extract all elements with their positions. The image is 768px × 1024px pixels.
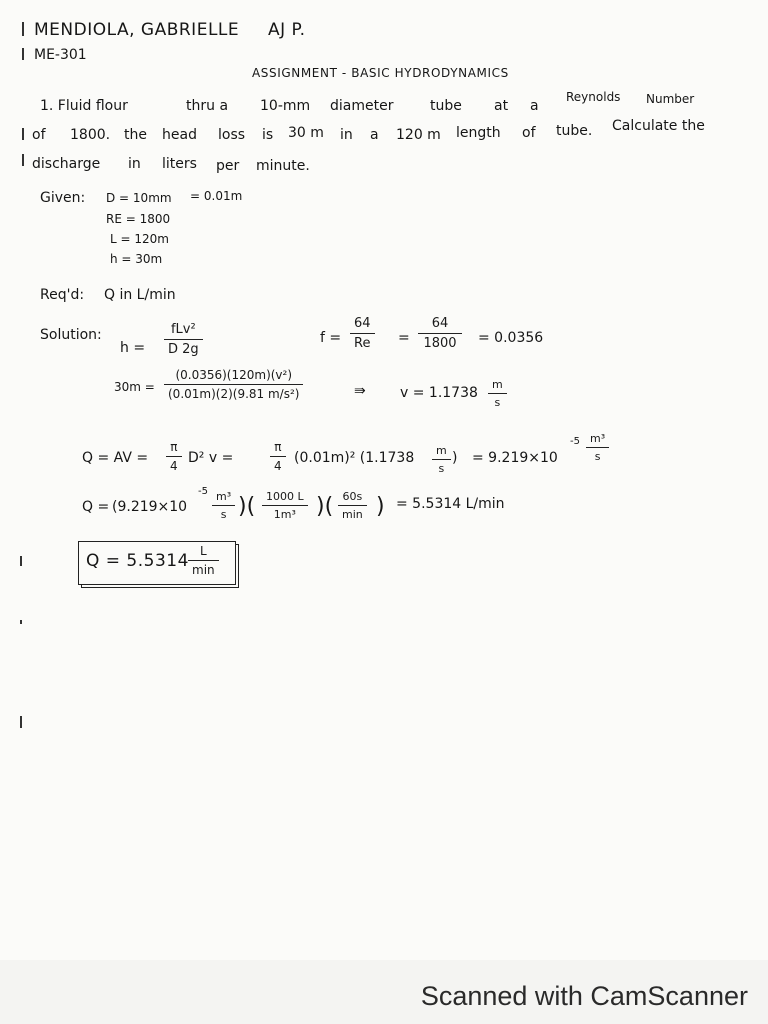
friction-result: = 0.0356 [478,330,544,346]
velocity-unit: m s [488,378,507,409]
given-label: Given: [40,190,86,206]
given-length: L = 120m [110,232,169,246]
exponent: -5 [570,436,580,447]
paren-glyph: ) [376,494,385,519]
margin-mark [20,556,22,566]
friction-lhs: f = [320,330,342,346]
margin-mark [20,716,22,728]
scanner-watermark: Scanned with CamScanner [420,981,748,1011]
friction-fraction-numeric: 64 1800 [418,316,462,351]
conversion-term-b: 1000 L 1m³ [262,490,308,521]
required-text: Q in L/min [104,287,176,303]
scanned-page: MENDIOLA, GABRIELLE AJ P. ME-301 ASSIGNMENT - BASIC HYDRODYNAMICS 1. Fluid flour thru a 10-mm diameter tube at a Reynolds Number of 1800. the head loss is 30 m in a 120 m length of tube. Calculate the discharge in liters per minute. Given: D = 10mm = 0.01m RE = 1800 L = 120m h = 30m Req'd: Q in L/min Solution: h = fLv² D 2g f = 64 Re = 64 1800 = 0.0356 30m = (0.0356)(120m)(v²) (0.01m)(2)(9.81 m/s²) ⇛ v = 1.1738 m s Q = AV = π 4 D² v = π 4 (0.01m)² (1.1738 m s ) = 9.219×10 -5 m³ s Q = (9.219×10 -5 m³ s )( 1000 L 1m³ )( 60s min ) = 5.5314 L/min Q = 5.5314 L min [0,0,768,960]
exponent: -5 [198,486,208,497]
margin-mark [22,22,24,36]
assignment-title: ASSIGNMENT - BASIC HYDRODYNAMICS [252,66,509,80]
discharge-unit: m³ s [586,432,609,463]
fraction-denominator: D 2g [168,342,199,357]
pi-over-four: π 4 [270,440,286,473]
closing-paren: ) [452,450,458,466]
final-answer: Q = 5.5314 [86,551,189,571]
substitution-fraction: (0.0356)(120m)(v²) (0.01m)(2)(9.81 m/s²) [164,368,303,401]
discharge-result: = 9.219×10 [472,450,558,466]
discharge-definition: Q = AV = [82,450,149,466]
paren-glyph: )( [238,494,256,519]
velocity-unit: m s [432,444,451,475]
head-loss-fraction [164,322,203,357]
required-label: Req'd: [40,287,85,303]
margin-mark [22,48,24,60]
fraction-numerator: fLv² [170,322,196,337]
pi-over-four: π 4 [166,440,182,473]
margin-mark [20,620,22,624]
given-diameter-converted: = 0.01m [190,189,243,203]
conversion-term-a: (9.219×10 [112,499,188,515]
solution-label: Solution: [40,327,102,343]
student-name: MENDIOLA, GABRIELLE [34,20,240,40]
margin-mark [22,128,24,140]
conversion-lhs: Q = [82,499,110,515]
given-head: h = 30m [110,252,163,266]
discharge-values: (0.01m)² (1.1738 [294,450,415,466]
velocity-result: v = 1.1738 [400,385,478,401]
friction-fraction-symbolic: 64 Re [350,316,375,351]
conversion-term-a-unit: m³ s [212,490,235,521]
implies-arrow: ⇛ [354,383,366,399]
substitution-lhs: 30m = [114,380,155,394]
conversion-result: = 5.5314 L/min [396,496,505,512]
paren-glyph: )( [316,494,334,519]
head-loss-lhs: h = [120,340,146,356]
final-answer-unit: L min [188,544,219,577]
area-velocity-term: D² v = [188,450,234,466]
given-diameter: D = 10mm [106,191,172,205]
equals-sign: = [398,330,410,346]
margin-mark [22,154,24,166]
given-reynolds: RE = 1800 [106,212,171,226]
conversion-term-c: 60s min [338,490,367,521]
course-code: ME-301 [34,47,87,63]
instructor-initials: AJ P. [268,20,306,40]
